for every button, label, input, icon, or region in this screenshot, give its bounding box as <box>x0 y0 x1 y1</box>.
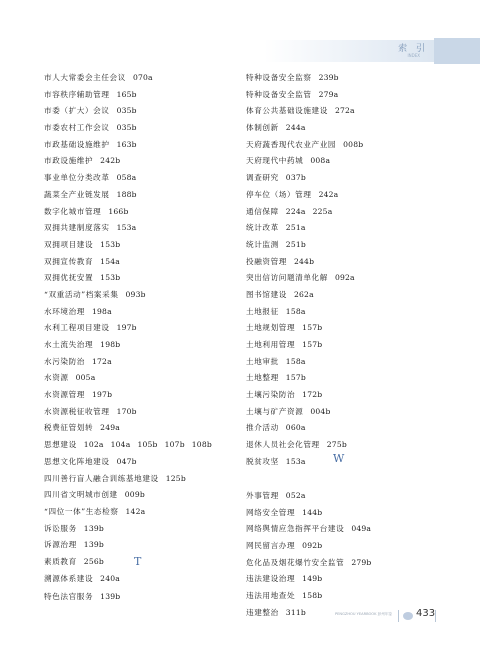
index-term: 溯源体系建设 <box>44 573 94 583</box>
index-page-ref: 244a <box>285 123 306 133</box>
index-term: “四位一体”生态检察 <box>44 506 119 516</box>
index-page-refs <box>100 574 127 583</box>
index-term: 网络安全管理 <box>246 507 296 517</box>
index-page-ref: 272a <box>334 106 355 116</box>
index-entry <box>44 404 254 421</box>
index-term: 事业单位分类改革 <box>44 173 110 183</box>
index-term: 水资源管理 <box>44 390 85 400</box>
index-page-ref: 251a <box>285 223 306 233</box>
index-term: 土壤与矿产资源 <box>246 406 304 416</box>
index-entry <box>246 571 456 588</box>
index-page-ref: 102a <box>83 440 104 450</box>
index-page-refs <box>117 323 144 332</box>
index-entry <box>44 370 254 387</box>
index-term: 双拥宣传教育 <box>44 256 94 266</box>
index-entry <box>246 137 456 154</box>
index-term: 脱贫攻坚 <box>246 456 279 466</box>
index-term: 投融资管理 <box>246 256 287 266</box>
index-term: 诉讼服务 <box>44 523 77 533</box>
index-page-refs <box>286 173 313 182</box>
index-page-refs <box>117 90 144 99</box>
index-page-ref: 008b <box>343 139 364 149</box>
index-entry <box>44 137 254 154</box>
index-page-ref: 251b <box>285 239 306 249</box>
index-term: 市政设施维护 <box>44 156 94 166</box>
index-page-ref: 279a <box>318 89 339 99</box>
index-column-right <box>246 70 456 471</box>
index-entry <box>246 505 456 522</box>
index-page-ref: 037b <box>285 173 306 183</box>
index-page-ref: 092b <box>302 541 323 551</box>
index-page-ref: 163b <box>116 139 137 149</box>
index-page-refs <box>310 156 337 165</box>
index-page-ref: 256b <box>83 556 104 566</box>
index-page-ref: 158b <box>302 591 323 601</box>
index-term: 土地整理 <box>246 373 279 383</box>
index-page-ref: 197b <box>116 323 137 333</box>
index-entry <box>246 555 456 572</box>
index-entry <box>246 387 456 404</box>
index-page-refs <box>327 440 354 449</box>
index-page-ref: 052a <box>285 491 306 500</box>
index-entry <box>44 537 254 554</box>
page-title: 索 引 <box>398 44 428 54</box>
index-term: 停车位（场）管理 <box>246 189 312 199</box>
index-page-refs <box>335 273 362 282</box>
index-page-refs <box>92 390 119 399</box>
index-entry <box>246 70 456 87</box>
index-page-ref: 142a <box>125 506 146 516</box>
index-entry <box>44 571 254 588</box>
index-page-ref: 154a <box>100 256 120 266</box>
index-page-refs <box>166 474 193 483</box>
index-page-refs <box>100 340 127 349</box>
index-entry <box>44 521 254 538</box>
index-page-refs <box>343 140 370 149</box>
index-page-ref: 153b <box>100 239 121 249</box>
index-entry <box>246 237 456 254</box>
index-page-ref: 157b <box>302 340 323 349</box>
index-page-refs <box>310 407 337 416</box>
index-page-refs <box>117 223 144 232</box>
index-term: 土地报征 <box>246 306 279 316</box>
index-page-refs <box>286 123 313 132</box>
index-page-ref: 035b <box>116 123 137 133</box>
index-entry <box>246 304 456 321</box>
index-term: 土地利用管理 <box>246 340 296 349</box>
index-page-refs <box>100 423 127 432</box>
index-page-ref: 198a <box>91 306 112 316</box>
index-page-ref: 060a <box>285 423 306 433</box>
index-page-ref: 244b <box>293 256 315 266</box>
index-entry <box>44 487 254 504</box>
index-term: 体育公共基础设施建设 <box>246 106 328 116</box>
index-page-ref: 275b <box>326 440 347 450</box>
index-entry <box>246 437 456 454</box>
index-page-ref: 172a <box>91 356 112 366</box>
index-term: 素质教育 <box>44 556 77 566</box>
index-page-ref: 149b <box>302 574 323 584</box>
index-page-refs <box>100 240 127 249</box>
index-page-ref: 165b <box>116 89 137 99</box>
index-page-ref: 166b <box>108 206 129 216</box>
index-term: 特种设备安全监管 <box>246 89 312 99</box>
index-page-ref: 225a <box>312 206 333 216</box>
index-page-refs <box>319 73 346 82</box>
index-page-refs <box>100 273 127 282</box>
index-term: 诉源治理 <box>44 540 77 550</box>
index-term: 市委农村工作会议 <box>44 123 110 133</box>
index-term: 网民留言办理 <box>246 541 296 551</box>
index-term: 思想建设 <box>44 440 77 450</box>
index-entry <box>246 370 456 387</box>
index-page-ref: 153a <box>116 223 137 233</box>
index-page-refs <box>117 140 144 149</box>
index-entry <box>44 204 254 221</box>
index-term: 特色法官服务 <box>44 592 94 601</box>
index-entry <box>246 454 456 471</box>
index-term: 税费征管划转 <box>44 423 94 433</box>
index-entry <box>44 70 254 87</box>
index-page-ref: 093b <box>125 289 146 299</box>
index-term: 危化品及烟花爆竹安全监管 <box>246 557 345 567</box>
index-entry <box>44 103 254 120</box>
index-page-refs <box>351 524 378 533</box>
footer-divider-right <box>435 610 436 622</box>
index-term: 双拥共建制度落实 <box>44 223 110 233</box>
index-page-ref: 144b <box>302 507 323 517</box>
index-term: 市政基础设施维护 <box>44 139 110 149</box>
index-term: 四川省文明城市创建 <box>44 490 118 500</box>
index-page-ref: 107b <box>164 440 185 450</box>
index-entry <box>246 87 456 104</box>
index-page-refs <box>302 340 329 349</box>
index-page-refs <box>100 257 127 266</box>
index-term: 天府蔬香现代农业产业园 <box>246 139 337 149</box>
index-entry <box>44 170 254 187</box>
index-entry <box>246 204 456 221</box>
index-page-refs <box>84 440 219 449</box>
index-entry <box>246 404 456 421</box>
index-page-refs <box>117 123 144 132</box>
index-section-t <box>44 589 254 606</box>
index-term: 蔬菜全产业链发展 <box>44 189 110 199</box>
index-entry <box>44 187 254 204</box>
index-term: “双重活动”档案采集 <box>44 289 119 299</box>
index-term: 数字化城市管理 <box>44 206 102 216</box>
index-page-ref: 008a <box>310 156 331 166</box>
index-page-ref: 005a <box>75 373 96 383</box>
index-page-refs <box>84 524 111 533</box>
index-page-ref: 279b <box>351 557 372 567</box>
index-page-ref: 172b <box>302 390 323 400</box>
index-page-ref: 170b <box>116 406 137 416</box>
index-entry <box>44 320 254 337</box>
index-page-refs <box>319 190 346 199</box>
index-term: 土地规划管理 <box>246 323 296 333</box>
index-entry <box>44 387 254 404</box>
index-page-refs <box>117 457 144 466</box>
index-page-refs <box>117 106 144 115</box>
index-entry <box>44 287 254 304</box>
index-page-refs <box>76 373 103 382</box>
index-page-refs <box>302 574 329 583</box>
index-page-refs <box>302 508 329 517</box>
index-entry <box>44 454 254 471</box>
index-page-ref: 158a <box>285 306 306 316</box>
index-page-ref: 049a <box>351 524 372 534</box>
index-entry <box>44 87 254 104</box>
index-page-refs <box>351 558 378 567</box>
index-page-ref: 139b <box>100 592 121 601</box>
index-entry <box>246 220 456 237</box>
index-entry <box>246 354 456 371</box>
index-entry <box>44 337 254 354</box>
index-entry <box>44 237 254 254</box>
index-page-ref: 153a <box>285 456 306 466</box>
index-page-refs <box>302 591 329 600</box>
index-page-refs <box>294 290 321 299</box>
index-term: 双拥优抚安置 <box>44 273 94 283</box>
index-page-ref: 198b <box>100 340 121 349</box>
index-page-refs <box>286 373 313 382</box>
index-page-ref: 070a <box>132 73 153 82</box>
index-page-refs <box>126 290 153 299</box>
index-page-ref: 188b <box>116 189 137 199</box>
index-term: 图书馆建设 <box>246 289 287 299</box>
index-entry <box>246 153 456 170</box>
index-page-refs <box>117 190 144 199</box>
index-term: 统计监测 <box>246 239 279 249</box>
index-entry <box>246 120 456 137</box>
index-entry <box>246 320 456 337</box>
index-term: 网络舆情应急指挥平台建设 <box>246 524 345 534</box>
index-page-refs <box>286 223 313 232</box>
index-entry <box>44 554 254 571</box>
index-column-left <box>44 70 254 587</box>
index-page-refs <box>92 307 119 316</box>
index-page-refs <box>286 491 313 500</box>
index-page-refs <box>319 90 346 99</box>
index-term: 违建整治 <box>246 607 279 617</box>
index-entry <box>246 187 456 204</box>
index-page-ref: 035b <box>116 106 137 116</box>
index-term: 思想文化阵地建设 <box>44 456 110 466</box>
index-page-ref: 009b <box>124 490 145 500</box>
index-page-ref: 197b <box>91 390 113 400</box>
index-page-refs <box>117 173 144 182</box>
index-page-ref: 125b <box>165 473 186 483</box>
index-page-ref: 242a <box>318 189 339 199</box>
index-page-refs <box>100 156 127 165</box>
index-page-ref: 239b <box>318 73 339 82</box>
index-page-refs <box>335 106 362 115</box>
index-entry <box>246 270 456 287</box>
index-entry <box>246 521 456 538</box>
index-term: 统计改革 <box>246 223 279 233</box>
index-term: 土壤污染防治 <box>246 390 296 400</box>
footer-ornament-icon <box>403 612 413 620</box>
index-term: 天府现代中药城 <box>246 156 304 166</box>
index-page-refs <box>125 490 152 499</box>
index-entry <box>44 437 254 454</box>
index-term: 水资源税征收管理 <box>44 406 110 416</box>
index-page-refs <box>286 608 313 617</box>
index-page-refs <box>108 207 135 216</box>
index-entry <box>44 504 254 521</box>
index-page-refs <box>286 307 313 316</box>
index-page-refs <box>286 423 313 432</box>
index-page-ref: 249a <box>100 423 120 433</box>
index-page-refs <box>84 557 111 566</box>
index-page-refs <box>286 207 340 216</box>
index-page-ref: 058a <box>116 173 137 183</box>
index-page-refs <box>286 240 313 249</box>
index-term: 水利工程项目建设 <box>44 323 110 333</box>
index-term: 市容秩序辅助管理 <box>44 89 110 99</box>
index-page-ref: 240a <box>100 573 120 583</box>
index-page-refs <box>286 357 313 366</box>
index-entry <box>246 103 456 120</box>
index-entry <box>44 471 254 488</box>
page-number: 433 <box>416 608 436 619</box>
index-page-ref: 047b <box>116 456 137 466</box>
index-page-ref: 157b <box>302 323 323 333</box>
index-page-ref: 092a <box>334 273 355 283</box>
index-entry <box>44 354 254 371</box>
index-term: 土地审批 <box>246 356 279 366</box>
index-term: 特种设备安全监察 <box>246 73 312 82</box>
header-accent-block <box>434 38 480 64</box>
index-page-refs <box>84 540 111 549</box>
index-entry <box>246 170 456 187</box>
index-entry <box>246 538 456 555</box>
index-page-refs <box>286 457 313 466</box>
index-term: 通信保障 <box>246 206 279 216</box>
index-entry <box>246 254 456 271</box>
index-entry <box>246 287 456 304</box>
index-term: 调查研究 <box>246 173 279 183</box>
footer-yearbook-label: PENGZHOU YEARBOOK 彭州年鉴 <box>334 612 392 616</box>
index-term: 违法建设治理 <box>246 574 296 584</box>
index-page-ref: 153b <box>100 273 121 283</box>
index-page-refs <box>100 592 127 601</box>
index-page-refs <box>302 323 329 332</box>
index-page-ref: 004b <box>310 406 331 416</box>
index-term: 水土流失治理 <box>44 340 94 349</box>
index-page-ref: 139b <box>83 540 104 550</box>
index-page-refs <box>133 73 160 82</box>
index-term: 违法用地查处 <box>246 591 296 601</box>
index-page-ref: 105b <box>137 440 158 450</box>
index-entry <box>44 420 254 437</box>
index-page-ref: 104a <box>110 440 131 450</box>
index-entry <box>44 220 254 237</box>
index-page-ref: 139b <box>83 523 104 533</box>
index-entry <box>246 488 456 505</box>
index-term: 水污染防治 <box>44 356 85 366</box>
index-page-ref: 311b <box>285 607 306 617</box>
index-term: 双拥项目建设 <box>44 239 94 249</box>
index-term: 市人大常委会主任会议 <box>44 73 126 82</box>
index-page-refs <box>92 357 119 366</box>
index-page-refs <box>294 257 321 266</box>
index-term: 推介活动 <box>246 423 279 433</box>
index-entry <box>44 153 254 170</box>
page-subtitle: INDEX <box>407 53 420 58</box>
index-page-ref: 157b <box>285 373 306 383</box>
index-entry <box>44 304 254 321</box>
index-term: 水资源 <box>44 373 69 383</box>
index-entry <box>44 270 254 287</box>
index-entry <box>246 588 456 605</box>
index-term: 外事管理 <box>246 491 279 500</box>
index-term: 四川善行盲人融合训练基地建设 <box>44 473 159 483</box>
section-letter-w: W <box>333 452 345 465</box>
index-term: 体制创新 <box>246 123 279 133</box>
index-page-ref: 158a <box>285 356 306 366</box>
index-page-refs <box>126 507 153 516</box>
index-page-ref: 108b <box>191 440 212 450</box>
index-term: 水环境治理 <box>44 306 85 316</box>
index-page-ref: 262a <box>293 289 314 299</box>
index-page-ref: 242b <box>100 156 121 166</box>
index-page-refs <box>117 407 144 416</box>
index-page-refs <box>302 541 329 550</box>
index-entry <box>44 254 254 271</box>
index-section-w <box>246 488 456 622</box>
index-entry <box>44 120 254 137</box>
index-page-refs <box>302 390 329 399</box>
index-term: 退休人员社会化管理 <box>246 440 320 450</box>
footer-divider <box>398 610 399 622</box>
index-entry <box>246 337 456 354</box>
index-entry <box>44 589 254 606</box>
section-letter-t: T <box>134 555 142 568</box>
index-entry <box>246 420 456 437</box>
index-term: 市委（扩大）会议 <box>44 106 110 116</box>
index-term: 突出信访问题清单化解 <box>246 273 328 283</box>
index-page-ref: 224a <box>285 206 306 216</box>
